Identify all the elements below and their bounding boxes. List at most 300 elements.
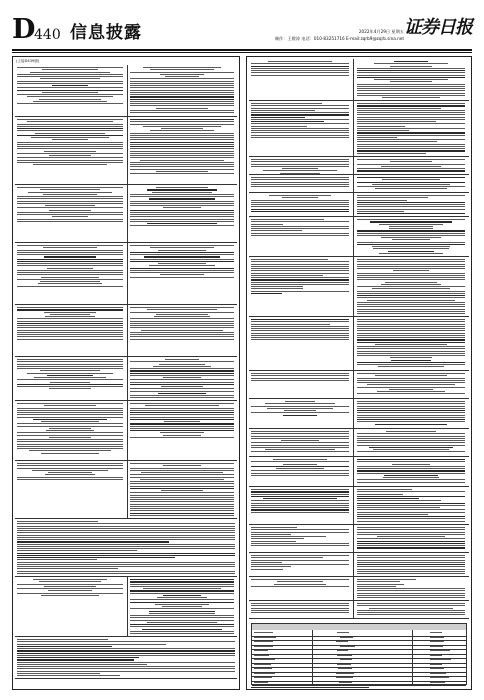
text-line — [357, 342, 465, 343]
text-line — [40, 281, 101, 282]
text-line — [130, 81, 234, 82]
text-line — [251, 603, 349, 604]
text-line — [17, 479, 123, 480]
text-line — [375, 188, 447, 189]
text-line — [130, 384, 234, 385]
row-divider — [249, 618, 469, 619]
text-line — [357, 473, 465, 474]
text-line — [251, 566, 291, 567]
section-divider — [15, 678, 237, 679]
text-line — [130, 593, 234, 594]
text-line — [130, 379, 234, 380]
text-line — [251, 438, 349, 439]
text-line — [17, 359, 123, 360]
text-line — [130, 96, 234, 97]
column-divider — [127, 461, 128, 519]
text-line — [251, 182, 349, 183]
text-line — [17, 321, 123, 322]
text-line — [17, 274, 123, 275]
text-line — [17, 153, 123, 154]
text-line — [357, 470, 465, 471]
text-line — [251, 505, 349, 506]
text-line — [357, 324, 465, 325]
text-line — [17, 403, 123, 404]
text-line — [17, 468, 123, 469]
text-line — [17, 646, 112, 647]
text-line — [357, 353, 465, 354]
text-line — [47, 268, 93, 269]
table-cell — [430, 673, 446, 674]
text-line — [130, 327, 234, 328]
text-line — [130, 201, 234, 202]
text-line — [130, 417, 234, 418]
text-line — [130, 259, 234, 260]
text-line — [17, 641, 235, 642]
text-line — [130, 252, 234, 253]
text-line — [17, 535, 235, 536]
text-line — [130, 508, 234, 509]
text-line — [17, 530, 235, 531]
text-line — [130, 268, 234, 269]
text-line — [143, 126, 221, 127]
text-line — [130, 620, 234, 621]
text-line — [357, 459, 465, 460]
text-line — [357, 415, 465, 416]
text-line — [17, 128, 123, 129]
row-divider — [249, 524, 469, 525]
text-line — [372, 246, 451, 247]
text-line — [357, 119, 465, 120]
text-line — [17, 548, 235, 549]
text-line — [130, 501, 234, 502]
text-line — [140, 160, 223, 161]
text-line — [357, 410, 465, 411]
text-line — [130, 135, 234, 136]
text-line — [130, 419, 234, 420]
text-line — [357, 403, 465, 404]
text-line — [357, 545, 465, 546]
text-line — [251, 541, 296, 542]
text-line — [357, 146, 465, 147]
text-line — [357, 139, 465, 140]
text-line — [251, 378, 349, 379]
text-line — [17, 124, 123, 125]
text-line — [130, 87, 234, 88]
text-line — [357, 421, 465, 422]
text-line — [357, 182, 465, 183]
text-line — [357, 393, 465, 394]
text-line — [357, 351, 465, 352]
text-line — [377, 391, 445, 392]
text-line — [165, 76, 199, 77]
text-line — [43, 194, 96, 195]
text-line — [39, 99, 101, 100]
text-line — [357, 186, 465, 187]
text-line — [130, 110, 234, 111]
text-line — [251, 328, 349, 329]
text-line — [369, 608, 453, 609]
text-line — [17, 144, 123, 145]
text-line — [357, 279, 465, 280]
text-line — [130, 388, 234, 389]
text-line — [49, 155, 90, 156]
text-line — [357, 95, 465, 96]
text-line — [357, 518, 465, 519]
text-line — [130, 133, 234, 134]
text-line — [277, 581, 323, 582]
text-line — [130, 499, 234, 500]
text-line — [251, 112, 349, 113]
text-line — [251, 461, 349, 462]
text-line — [52, 139, 89, 140]
section-divider — [15, 184, 237, 185]
text-line — [357, 521, 465, 522]
text-line — [357, 68, 465, 69]
text-line — [157, 597, 207, 598]
section-divider — [15, 116, 237, 117]
text-line — [375, 375, 446, 376]
text-line — [17, 564, 235, 565]
text-line — [49, 437, 90, 438]
text-line — [17, 323, 123, 324]
text-line — [357, 326, 465, 327]
text-line — [147, 223, 216, 224]
text-line — [357, 532, 465, 533]
text-line — [130, 205, 234, 206]
text-line — [357, 436, 465, 437]
text-line — [130, 144, 234, 145]
text-line — [381, 166, 440, 167]
text-line — [160, 74, 204, 75]
text-line — [130, 196, 234, 197]
text-line — [357, 105, 465, 106]
text-line — [17, 254, 123, 255]
text-line — [357, 489, 412, 490]
text-line — [251, 555, 349, 556]
text-line — [357, 328, 465, 329]
text-line — [251, 496, 349, 497]
text-line — [17, 90, 123, 91]
text-line — [49, 210, 90, 211]
text-line — [373, 248, 449, 249]
text-line — [130, 430, 234, 431]
text-line — [130, 142, 234, 143]
text-line — [392, 239, 429, 240]
text-line — [357, 297, 465, 298]
text-line — [357, 93, 465, 94]
text-line — [357, 603, 465, 604]
text-line — [17, 650, 235, 651]
column-divider — [127, 577, 128, 637]
text-line — [130, 272, 234, 273]
table-cell — [338, 668, 352, 669]
text-line — [357, 516, 465, 517]
text-line — [17, 414, 123, 415]
text-line — [357, 209, 465, 210]
text-line — [251, 536, 326, 537]
text-line — [17, 571, 235, 572]
text-line — [130, 203, 234, 204]
text-line — [17, 546, 235, 547]
text-line — [357, 86, 465, 87]
text-line — [379, 253, 444, 254]
text-line — [251, 406, 349, 407]
text-line — [149, 613, 214, 614]
text-line — [284, 410, 317, 411]
text-line — [357, 309, 465, 310]
text-line — [130, 412, 234, 413]
text-line — [251, 433, 349, 434]
text-line — [130, 99, 234, 100]
left-article-panel — [12, 56, 240, 690]
text-line — [130, 173, 234, 174]
text-line — [389, 226, 433, 227]
text-line — [156, 314, 209, 315]
text-line — [130, 483, 234, 484]
text-line — [130, 474, 234, 475]
text-line — [33, 164, 106, 165]
text-line — [130, 339, 234, 340]
row-divider — [249, 256, 469, 257]
text-line — [251, 235, 349, 236]
text-line — [130, 497, 234, 498]
text-line — [357, 597, 465, 598]
text-line — [251, 466, 349, 467]
text-line — [150, 130, 214, 131]
text-line — [152, 192, 212, 193]
table-row — [252, 685, 466, 686]
text-line — [147, 309, 217, 310]
text-line — [17, 198, 123, 199]
text-line — [130, 506, 234, 507]
text-line — [17, 318, 123, 319]
text-line — [357, 259, 465, 260]
text-line — [357, 88, 465, 89]
text-line — [251, 204, 349, 205]
text-line — [17, 307, 123, 308]
text-line — [143, 67, 222, 68]
text-line — [357, 498, 419, 499]
text-line — [17, 423, 123, 424]
section-divider — [15, 400, 237, 401]
text-line — [17, 212, 123, 213]
text-line — [130, 83, 234, 84]
text-line — [251, 319, 349, 320]
row-divider — [249, 156, 469, 157]
text-line — [17, 426, 123, 427]
text-line — [251, 608, 349, 609]
row-divider — [249, 600, 469, 601]
text-line — [251, 135, 349, 136]
text-line — [357, 141, 437, 142]
text-line — [357, 527, 465, 528]
text-line — [357, 206, 465, 207]
text-line — [49, 428, 90, 429]
text-line — [17, 263, 123, 264]
text-line — [251, 579, 349, 580]
text-line — [251, 324, 330, 325]
text-line — [251, 569, 283, 570]
text-line — [40, 370, 100, 371]
text-line — [251, 532, 349, 533]
text-line — [50, 314, 90, 315]
text-line — [357, 500, 441, 501]
text-line — [17, 541, 169, 542]
text-line — [357, 581, 400, 582]
text-line — [357, 306, 465, 307]
text-line — [17, 259, 123, 260]
text-line — [357, 496, 465, 497]
text-line — [130, 631, 234, 632]
text-line — [130, 468, 234, 469]
text-line — [357, 614, 465, 615]
text-line — [251, 436, 349, 437]
text-line — [130, 615, 234, 616]
text-line — [251, 475, 349, 476]
text-line — [392, 464, 430, 465]
text-line — [357, 144, 465, 145]
section-name: 信息披露 — [70, 23, 142, 43]
text-line — [357, 380, 465, 381]
column-divider — [353, 59, 354, 619]
text-line — [130, 169, 234, 170]
text-line — [357, 242, 465, 243]
text-line — [17, 336, 123, 337]
text-line — [357, 438, 465, 439]
text-line — [251, 270, 349, 271]
text-line — [357, 348, 465, 349]
text-line — [357, 333, 465, 334]
text-line — [145, 405, 219, 406]
text-line — [357, 509, 465, 510]
text-line — [17, 250, 123, 251]
text-line — [274, 584, 327, 585]
text-line — [158, 393, 206, 394]
text-line — [17, 252, 123, 253]
text-line — [251, 110, 315, 111]
text-line — [276, 468, 323, 469]
text-line — [393, 270, 429, 271]
text-line — [17, 532, 235, 533]
text-line — [130, 477, 234, 478]
text-line — [17, 196, 123, 197]
text-line — [280, 173, 320, 174]
text-line — [357, 135, 465, 136]
text-line — [282, 168, 317, 169]
text-line — [17, 675, 120, 676]
text-line — [357, 562, 465, 563]
text-line — [251, 337, 349, 338]
text-line — [251, 264, 349, 265]
date-line: 2022年4月29日 星期五 — [358, 29, 404, 34]
table-cell — [254, 655, 269, 656]
text-line — [285, 401, 315, 402]
text-line — [17, 550, 137, 551]
right-article-panel — [246, 56, 472, 690]
text-line — [149, 611, 215, 612]
text-line — [357, 219, 465, 220]
text-line — [17, 588, 123, 589]
text-line — [251, 489, 349, 490]
text-line — [130, 515, 234, 516]
text-line — [30, 72, 110, 73]
text-line — [251, 277, 349, 278]
text-line — [357, 541, 465, 542]
text-line — [27, 121, 113, 122]
text-line — [130, 139, 234, 140]
text-line — [17, 74, 123, 75]
text-line — [251, 161, 349, 162]
text-line — [377, 536, 446, 537]
text-line — [130, 504, 234, 505]
text-line — [389, 389, 434, 390]
text-line — [251, 279, 349, 280]
text-line — [357, 126, 405, 127]
text-line — [130, 153, 234, 154]
text-line — [251, 447, 349, 448]
text-line — [251, 500, 349, 501]
text-line — [251, 286, 303, 287]
table-cell — [254, 650, 268, 651]
text-line — [17, 544, 235, 545]
text-line — [357, 401, 465, 402]
text-line — [141, 330, 224, 331]
text-line — [357, 417, 465, 418]
masthead-rule-thin — [12, 52, 472, 53]
text-line — [373, 449, 450, 450]
text-line — [17, 653, 235, 654]
text-line — [357, 112, 465, 113]
text-line — [357, 610, 465, 611]
text-line — [251, 261, 349, 262]
text-line — [251, 543, 349, 544]
text-line — [370, 221, 451, 222]
text-line — [251, 126, 307, 127]
text-line — [357, 419, 465, 420]
text-line — [251, 284, 349, 285]
table-cell — [430, 632, 442, 633]
text-line — [357, 362, 465, 363]
text-line — [17, 477, 123, 478]
text-line — [375, 424, 448, 425]
text-line — [251, 288, 303, 289]
text-line — [130, 85, 234, 86]
text-line — [357, 330, 465, 331]
text-line — [251, 202, 349, 203]
text-line — [17, 465, 123, 466]
text-line — [17, 148, 123, 149]
text-line — [273, 459, 328, 460]
text-line — [160, 432, 203, 433]
text-line — [17, 146, 123, 147]
row-divider — [249, 100, 469, 101]
continuation-note: (上接D439版) — [16, 59, 40, 63]
text-line — [17, 526, 235, 527]
text-line — [251, 586, 349, 587]
text-line — [251, 179, 349, 180]
text-line — [130, 194, 234, 195]
text-line — [130, 148, 234, 149]
text-line — [357, 514, 428, 515]
section-divider — [15, 576, 237, 577]
text-line — [140, 479, 223, 480]
text-line — [17, 364, 123, 365]
text-line — [394, 61, 429, 62]
text-line — [143, 588, 222, 589]
text-line — [130, 617, 234, 618]
text-line — [357, 153, 426, 154]
text-line — [251, 339, 349, 340]
